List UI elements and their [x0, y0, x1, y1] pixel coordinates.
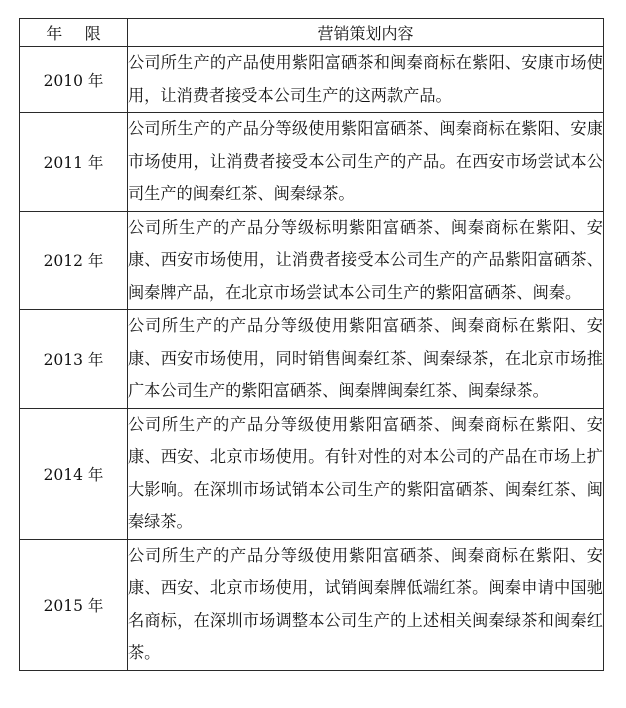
content-cell: 公司所生产的产品分等级使用紫阳富硒茶、闽秦商标在紫阳、安康、西安市场使用，同时销售闽秦红茶、闽秦绿茶，在北京市场推广本公司生产的紫阳富硒茶、闽秦牌闽秦红茶、闽秦绿茶。: [128, 310, 604, 409]
content-cell: 公司所生产的产品分等级使用紫阳富硒茶、闽秦商标在紫阳、安康市场使用，让消费者接受本公司生产的产品。在西安市场尝试本公司生产的闽秦红茶、闽秦绿茶。: [128, 113, 604, 212]
header-year-char-1: 年: [46, 24, 63, 43]
year-cell: 2011 年: [20, 113, 128, 212]
marketing-plan-table: [19, 18, 604, 671]
content-cell: 公司所生产的产品使用紫阳富硒茶和闽秦商标在紫阳、安康市场使用，让消费者接受本公司生产的这两款产品。: [128, 47, 604, 113]
header-year-char-2: 限: [84, 24, 101, 43]
table-row: [20, 408, 604, 539]
table-row: [20, 47, 604, 113]
table-row: [20, 211, 604, 310]
table-row: [20, 539, 604, 670]
year-cell: 2014 年: [20, 408, 128, 539]
content-cell: 公司所生产的产品分等级使用紫阳富硒茶、闽秦商标在紫阳、安康、西安、北京市场使用。有针对性的对本公司的产品在市场上扩大影响。在深圳市场试销本公司生产的紫阳富硒茶、闽秦红茶、闽秦绿茶。: [128, 408, 604, 539]
header-year: [20, 19, 128, 47]
header-content: 营销策划内容: [128, 19, 604, 47]
year-cell: 2012 年: [20, 211, 128, 310]
year-cell: 2015 年: [20, 539, 128, 670]
content-cell: 公司所生产的产品分等级使用紫阳富硒茶、闽秦商标在紫阳、安康、西安、北京市场使用，试销闽秦牌低端红茶。闽秦申请中国驰名商标，在深圳市场调整本公司生产的上述相关闽秦绿茶和闽秦红茶。: [128, 539, 604, 670]
year-cell: 2010 年: [20, 47, 128, 113]
table-row: [20, 113, 604, 212]
content-cell: 公司所生产的产品分等级标明紫阳富硒茶、闽秦商标在紫阳、安康、西安市场使用，让消费者接受本公司生产的产品紫阳富硒茶、闽秦牌产品，在北京市场尝试本公司生产的紫阳富硒茶、闽秦。: [128, 211, 604, 310]
table-row: [20, 310, 604, 409]
year-cell: 2013 年: [20, 310, 128, 409]
header-row: [20, 19, 604, 47]
